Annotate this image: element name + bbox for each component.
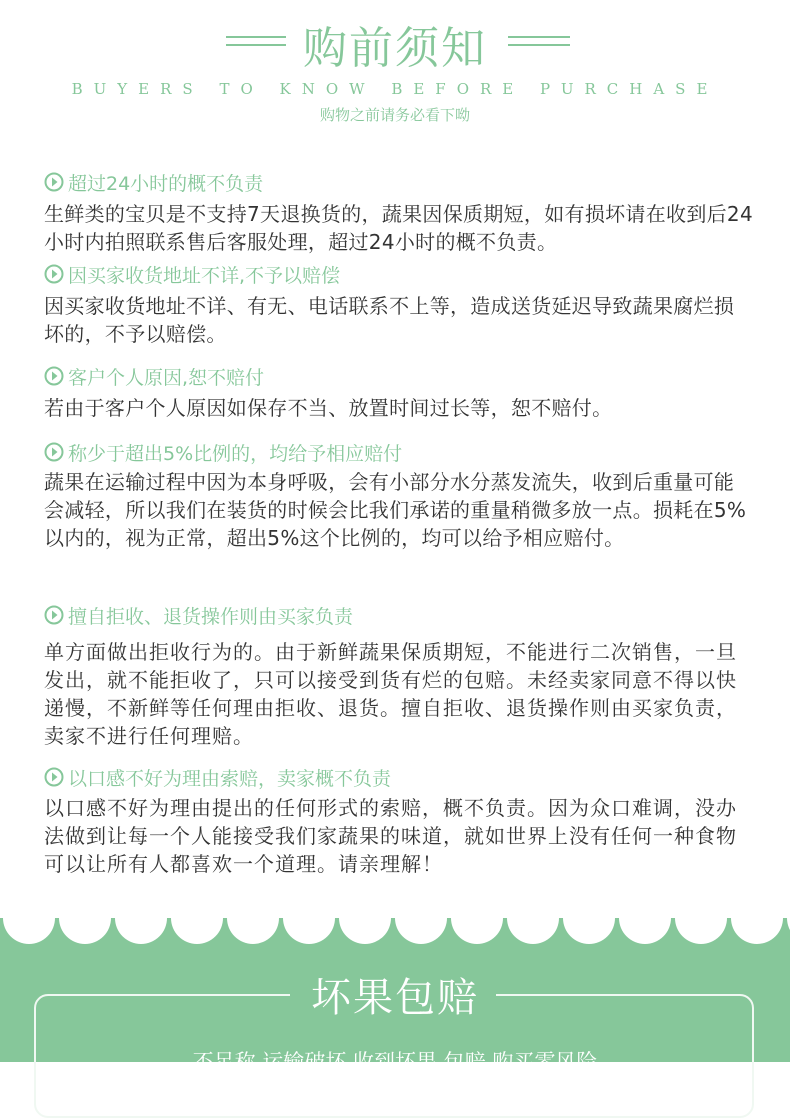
notice-body: 蔬果在运输过程中因为本身呼吸，会有小部分水分蒸发流失，收到后重量可能会减轻，所以我们在装货的时候会比我们承诺的重量稍微多放一点。损耗在5%以内的，视为正常，超出5%这个比例的，均可以给予相应赔付。 — [44, 470, 747, 550]
notice-section-3 — [44, 363, 754, 422]
play-circle-icon — [44, 264, 64, 284]
notice-section-6 — [44, 764, 754, 878]
notice-title-text: 超过24小时的概不负责 — [68, 172, 264, 195]
notice-section-4 — [44, 439, 754, 552]
notice-title — [44, 439, 754, 465]
play-circle-icon — [44, 605, 64, 625]
notice-title — [44, 261, 754, 287]
notice-body: 若由于客户个人原因如保存不当、放置时间过长等，恕不赔付。 — [44, 396, 613, 420]
page-title: 购前须知 — [303, 23, 487, 74]
notice-section-2 — [44, 261, 754, 348]
play-circle-icon — [44, 172, 64, 192]
title-decoration-right — [508, 36, 570, 52]
subtitle-english: BUYERS TO KNOW BEFORE PURCHASE — [71, 80, 719, 98]
play-circle-icon — [44, 366, 64, 386]
footer-title: 坏果包赔 — [311, 975, 479, 1021]
notice-section-5 — [44, 602, 754, 750]
subtitle-chinese: 购物之前请务必看下呦 — [319, 106, 470, 124]
scallop-border — [0, 918, 790, 944]
notice-title — [44, 363, 754, 389]
notice-body: 以口感不好为理由提出的任何形式的索赔，概不负责。因为众口难调，没办法做到让每一个人能接受我们家蔬果的味道，就如世界上没有任何一种食物可以让所有人都喜欢一个道理。请亲理解！ — [44, 796, 737, 876]
notice-title — [44, 169, 754, 195]
notice-section-1 — [44, 169, 754, 256]
notice-title-text: 因买家收货地址不详,不予以赔偿 — [68, 264, 341, 287]
notice-title — [44, 764, 754, 790]
notice-body: 单方面做出拒收行为的。由于新鲜蔬果保质期短，不能进行二次销售，一旦发出，就不能拒收了，只可以接受到货有烂的包赔。未经卖家同意不得以快递慢，不新鲜等任何理由拒收、退货。擅自拒收、退货操作则由买家负责，卖家不进行任何理赔。 — [44, 640, 737, 748]
notice-body: 生鲜类的宝贝是不支持7天退换货的，蔬果因保质期短，如有损坏请在收到后24小时内拍照联系售后客服处理，超过24小时的概不负责。 — [44, 202, 753, 254]
notice-title — [44, 602, 754, 628]
notice-title-text: 擅自拒收、退货操作则由买家负责 — [68, 605, 354, 628]
notice-body: 因买家收货地址不详、有无、电话联系不上等，造成送货延迟导致蔬果腐烂损坏的，不予以赔偿。 — [44, 294, 735, 346]
notice-title-text: 客户个人原因,恕不赔付 — [68, 366, 265, 389]
notice-title-text: 以口感不好为理由索赔，卖家概不负责 — [68, 767, 392, 790]
play-circle-icon — [44, 442, 64, 462]
header — [0, 0, 790, 140]
footer-text: 不足称 运输破坏 收到坏果 包赔 购买零风险 — [192, 1050, 598, 1074]
notice-title-text: 称少于超出5%比例的，均给予相应赔付 — [68, 442, 403, 465]
play-circle-icon — [44, 767, 64, 787]
